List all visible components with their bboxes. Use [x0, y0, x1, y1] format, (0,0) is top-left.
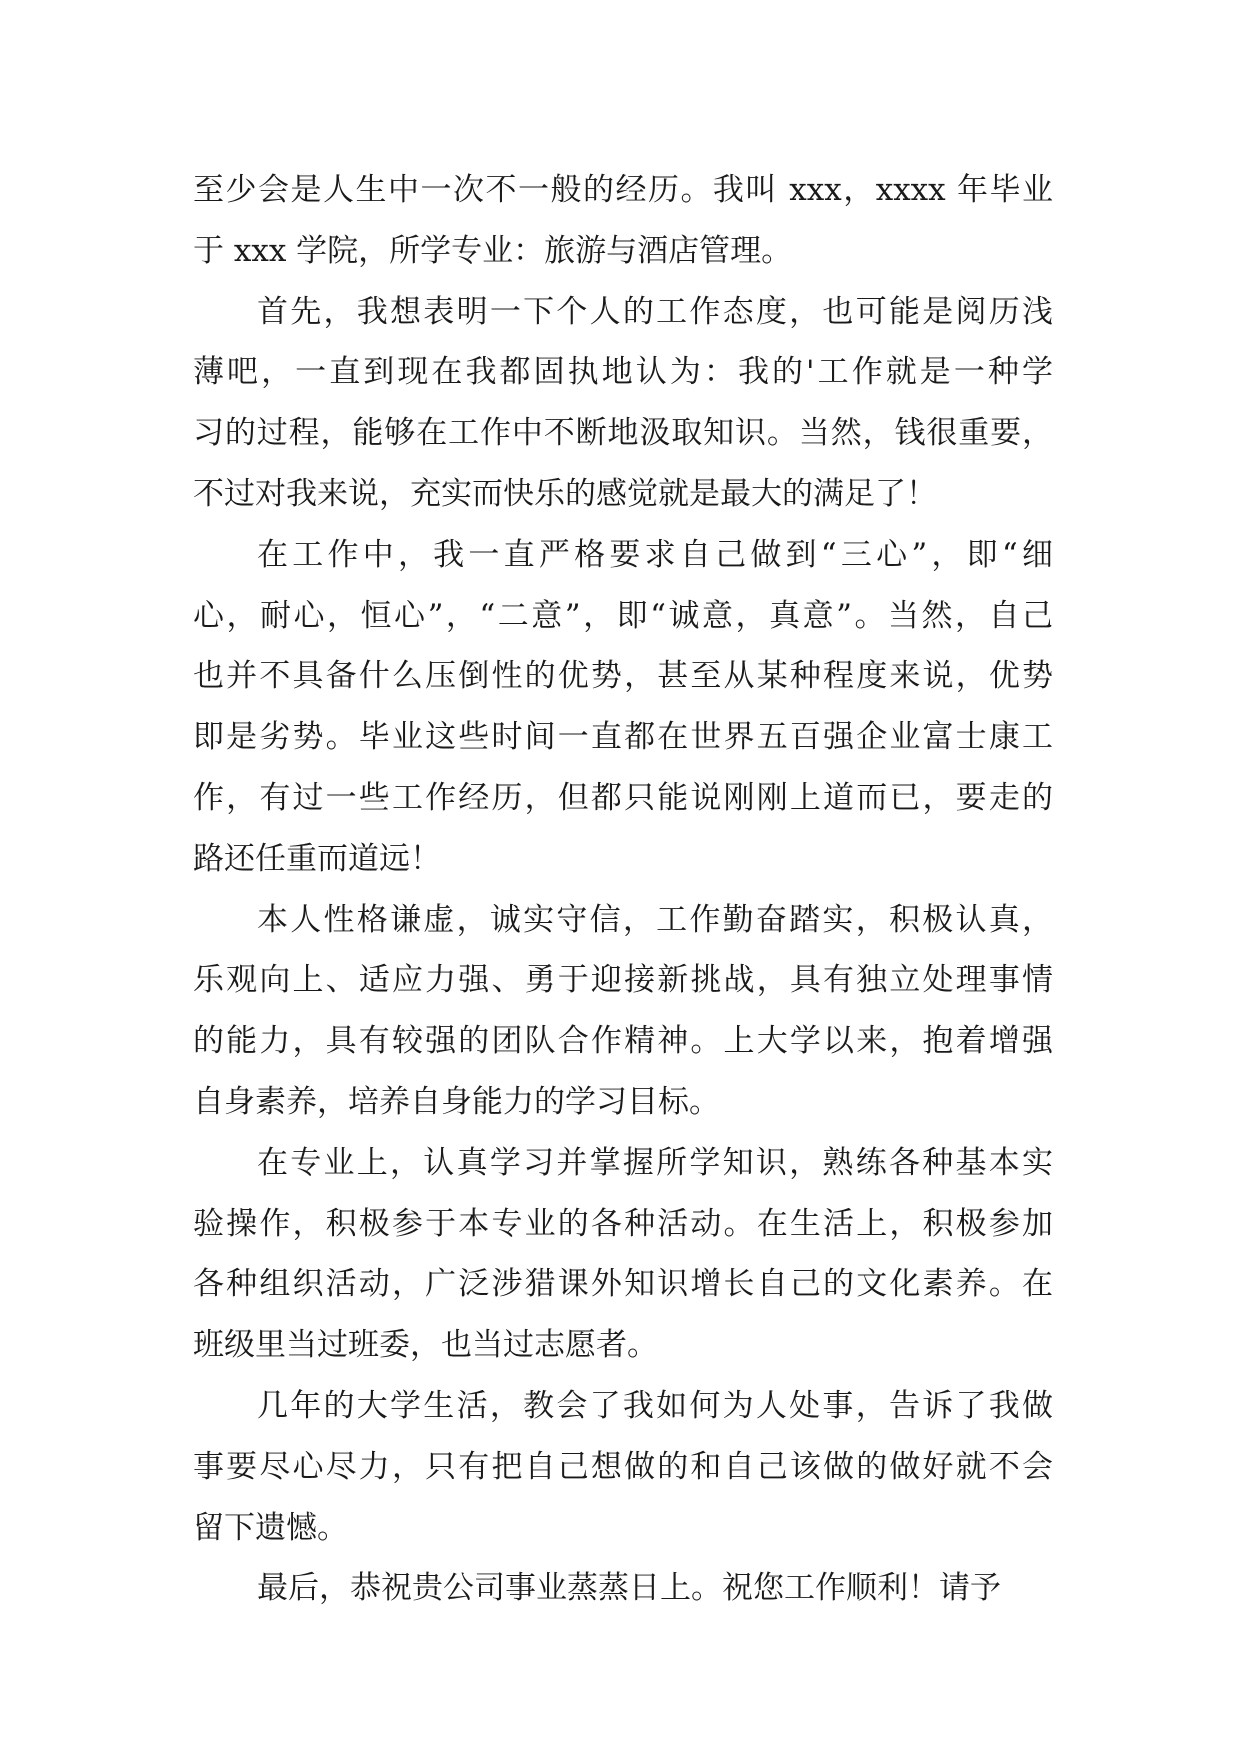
text-line: 在工作中，我一直严格要求自己做到“三心”，即“细 [257, 536, 1053, 573]
document-body [193, 160, 1053, 1619]
text-line: 于 xxx 学院，所学专业：旅游与酒店管理。 [193, 232, 793, 269]
text-line: 习的过程，能够在工作中不断地汲取知识。当然，钱很重要， [193, 415, 1053, 452]
text-line: 至少会是人生中一次不一般的经历。我叫 xxx，xxxx 年毕业 [193, 172, 1053, 208]
paragraph [193, 160, 1053, 282]
paragraph [193, 1133, 1053, 1376]
text-line: 本人性格谦虚，诚实守信，工作勤奋踏实，积极认真， [257, 901, 1053, 938]
text-line: 的能力，具有较强的团队合作精神。上大学以来，抱着增强 [193, 1023, 1053, 1060]
paragraph [193, 1558, 1053, 1619]
paragraph [193, 1376, 1053, 1558]
text-line: 即是劣势。毕业这些时间一直都在世界五百强企业富士康工 [193, 719, 1053, 756]
text-line: 几年的大学生活，教会了我如何为人处事，告诉了我做 [257, 1387, 1053, 1424]
paragraph [193, 890, 1053, 1133]
text-line: 也并不具备什么压倒性的优势，甚至从某种程度来说，优势 [193, 658, 1053, 695]
text-line: 留下遗憾。 [193, 1509, 348, 1546]
text-line: 在专业上，认真学习并掌握所学知识，熟练各种基本实 [257, 1144, 1053, 1181]
text-line: 作，有过一些工作经历，但都只能说刚刚上道而已，要走的 [193, 779, 1053, 816]
paragraph [193, 525, 1053, 890]
text-line: 各种组织活动，广泛涉猎课外知识增长自己的文化素养。在 [193, 1266, 1053, 1303]
text-line: 乐观向上、适应力强、勇于迎接新挑战，具有独立处理事情 [193, 962, 1053, 999]
text-line: 验操作，积极参于本专业的各种活动。在生活上，积极参加 [193, 1205, 1053, 1242]
text-line: 最后，恭祝贵公司事业蒸蒸日上。祝您工作顺利！请予 [257, 1570, 1001, 1607]
text-line: 自身素养，培养自身能力的学习目标。 [193, 1083, 720, 1120]
text-line: 班级里当过班委，也当过志愿者。 [193, 1327, 658, 1364]
text-line: 薄吧，一直到现在我都固执地认为：我的'工作就是一种学 [193, 354, 1053, 391]
text-line: 不过对我来说，充实而快乐的感觉就是最大的满足了！ [193, 475, 937, 512]
paragraph [193, 282, 1053, 525]
text-line: 心，耐心，恒心”，“二意”，即“诚意，真意”。当然，自己 [193, 597, 1053, 634]
text-line: 路还任重而道远！ [193, 840, 441, 877]
text-line: 首先，我想表明一下个人的工作态度，也可能是阅历浅 [257, 293, 1053, 330]
text-line: 事要尽心尽力，只有把自己想做的和自己该做的做好就不会 [193, 1448, 1053, 1485]
